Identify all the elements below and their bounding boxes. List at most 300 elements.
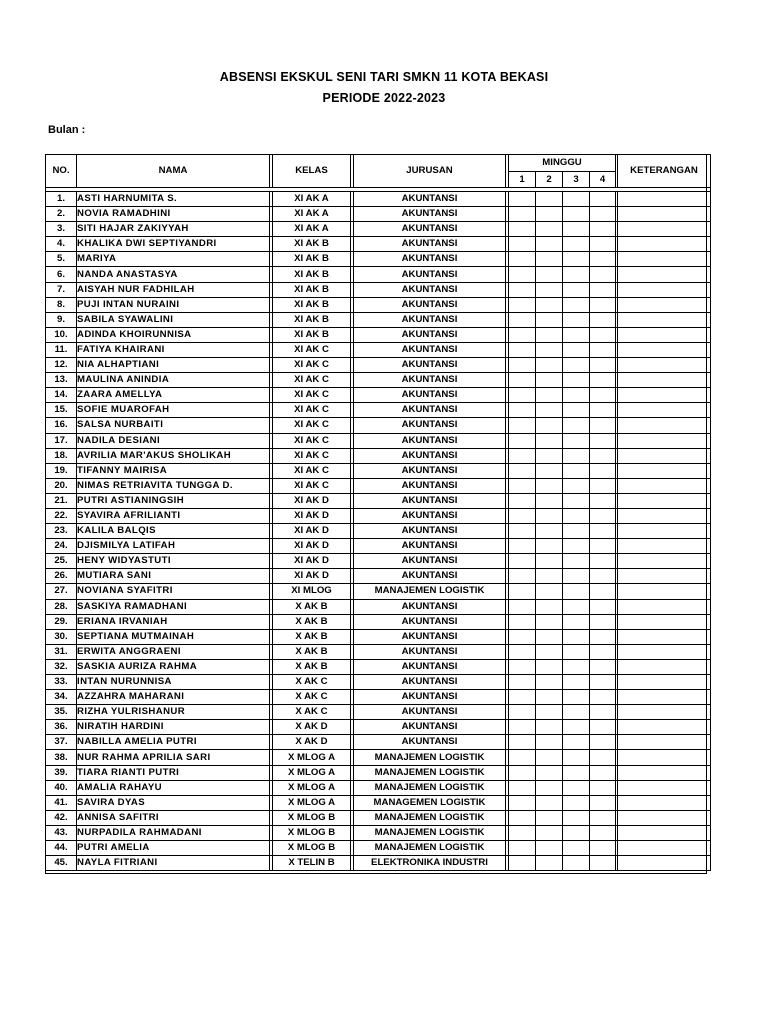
table-row [46,237,711,252]
week-3-cell [563,810,590,825]
week-4-cell [590,478,616,493]
table-row [46,358,711,373]
week-3-cell [563,795,590,810]
week-2-cell [536,825,563,840]
keterangan-cell [618,373,711,388]
week-1-cell [509,825,536,840]
student-major: AKUNTANSI [354,312,506,327]
week-2-cell [536,765,563,780]
week-3-cell [563,267,590,282]
keterangan-cell [618,629,711,644]
week-4-cell [590,765,616,780]
table-row [46,841,711,856]
week-3-cell [563,569,590,584]
week-1-cell [509,539,536,554]
row-number: 5. [46,252,77,267]
table-row [46,599,711,614]
student-name: PUTRI ASTIANINGSIH [77,493,270,508]
student-major: AKUNTANSI [354,237,506,252]
student-class: XI AK C [273,433,351,448]
row-number: 45. [46,856,77,871]
week-4-cell [590,327,616,342]
week-1-cell [509,342,536,357]
row-number: 4. [46,237,77,252]
student-class: XI AK B [273,297,351,312]
keterangan-cell [618,690,711,705]
week-1-cell [509,192,536,207]
week-1-cell [509,735,536,750]
student-name: NOVIANA SYAFITRI [77,584,270,599]
student-class: XI AK C [273,388,351,403]
week-4-cell [590,358,616,373]
table-row [46,312,711,327]
week-3-cell [563,448,590,463]
student-name: NIRATIH HARDINI [77,720,270,735]
week-2-cell [536,554,563,569]
table-row [46,675,711,690]
week-4-cell [590,675,616,690]
student-major: AKUNTANSI [354,614,506,629]
week-1-cell [509,765,536,780]
student-class: X AK B [273,629,351,644]
week-4-cell [590,192,616,207]
row-number: 33. [46,675,77,690]
week-1-cell [509,508,536,523]
col-header-week-4: 4 [590,172,616,188]
keterangan-cell [618,478,711,493]
row-number: 6. [46,267,77,282]
week-2-cell [536,659,563,674]
keterangan-cell [618,825,711,840]
row-number: 20. [46,478,77,493]
student-major: AKUNTANSI [354,478,506,493]
week-3-cell [563,433,590,448]
table-row [46,252,711,267]
col-header-week-2: 2 [536,172,563,188]
week-3-cell [563,478,590,493]
table-row [46,192,711,207]
week-3-cell [563,675,590,690]
week-3-cell [563,222,590,237]
week-2-cell [536,644,563,659]
week-3-cell [563,508,590,523]
student-name: SASKIYA RAMADHANI [77,599,270,614]
student-name: NURPADILA RAHMADANI [77,825,270,840]
week-2-cell [536,237,563,252]
student-name: AZZAHRA MAHARANI [77,690,270,705]
student-major: MANAJEMEN LOGISTIK [354,825,506,840]
week-2-cell [536,222,563,237]
student-name: PUTRI AMELIA [77,841,270,856]
student-major: AKUNTANSI [354,418,506,433]
table-body [46,192,711,871]
week-2-cell [536,418,563,433]
week-2-cell [536,614,563,629]
week-3-cell [563,720,590,735]
row-number: 27. [46,584,77,599]
student-class: XI MLOG [273,584,351,599]
student-class: XI AK A [273,192,351,207]
student-major: AKUNTANSI [354,342,506,357]
week-3-cell [563,659,590,674]
student-class: XI AK D [273,524,351,539]
student-major: AKUNTANSI [354,222,506,237]
student-name: NIMAS RETRIAVITA TUNGGA D. [77,478,270,493]
week-4-cell [590,418,616,433]
student-name: AVRILIA MAR'AKUS SHOLIKAH [77,448,270,463]
keterangan-cell [618,659,711,674]
week-2-cell [536,856,563,871]
col-header-kelas: KELAS [273,155,351,188]
week-1-cell [509,795,536,810]
table-row [46,584,711,599]
student-name: NOVIA RAMADHINI [77,207,270,222]
col-header-minggu: MINGGU [509,155,616,172]
week-2-cell [536,448,563,463]
keterangan-cell [618,750,711,765]
week-2-cell [536,795,563,810]
row-number: 26. [46,569,77,584]
student-major: AKUNTANSI [354,690,506,705]
week-4-cell [590,297,616,312]
week-1-cell [509,463,536,478]
keterangan-cell [618,192,711,207]
student-class: XI AK C [273,342,351,357]
week-2-cell [536,780,563,795]
week-2-cell [536,463,563,478]
week-4-cell [590,644,616,659]
period-subtitle: PERIODE 2022-2023 [322,91,446,105]
student-major: AKUNTANSI [354,659,506,674]
keterangan-cell [618,342,711,357]
student-class: XI AK D [273,569,351,584]
row-number: 40. [46,780,77,795]
row-number: 16. [46,418,77,433]
student-class: X MLOG A [273,750,351,765]
table-row [46,297,711,312]
week-3-cell [563,690,590,705]
row-number: 43. [46,825,77,840]
keterangan-cell [618,569,711,584]
week-1-cell [509,524,536,539]
student-major: AKUNTANSI [354,644,506,659]
week-1-cell [509,403,536,418]
student-class: XI AK D [273,539,351,554]
student-class: XI AK C [273,463,351,478]
table-row [46,207,711,222]
student-major: AKUNTANSI [354,192,506,207]
week-2-cell [536,478,563,493]
table-row [46,765,711,780]
keterangan-cell [618,554,711,569]
keterangan-cell [618,297,711,312]
student-major: MANAGEMEN LOGISTIK [354,795,506,810]
col-header-week-1: 1 [509,172,536,188]
keterangan-cell [618,539,711,554]
student-name: INTAN NURUNNISA [77,675,270,690]
row-number: 3. [46,222,77,237]
week-3-cell [563,705,590,720]
student-major: MANAJEMEN LOGISTIK [354,810,506,825]
keterangan-cell [618,312,711,327]
row-number: 17. [46,433,77,448]
student-class: X AK C [273,675,351,690]
student-name: DJISMILYA LATIFAH [77,539,270,554]
week-4-cell [590,569,616,584]
student-major: AKUNTANSI [354,448,506,463]
table-row [46,810,711,825]
row-number: 2. [46,207,77,222]
table-row [46,222,711,237]
week-4-cell [590,342,616,357]
week-3-cell [563,327,590,342]
week-1-cell [509,493,536,508]
keterangan-cell [618,765,711,780]
student-name: ASTI HARNUMITA S. [77,192,270,207]
keterangan-cell [618,614,711,629]
table-row [46,629,711,644]
week-4-cell [590,252,616,267]
table-row [46,327,711,342]
student-major: AKUNTANSI [354,433,506,448]
week-1-cell [509,267,536,282]
table-row [46,780,711,795]
student-name: NADILA DESIANI [77,433,270,448]
table-row [46,644,711,659]
student-class: X MLOG A [273,795,351,810]
keterangan-cell [618,418,711,433]
week-3-cell [563,358,590,373]
week-2-cell [536,569,563,584]
week-4-cell [590,795,616,810]
row-number: 11. [46,342,77,357]
week-3-cell [563,524,590,539]
student-major: AKUNTANSI [354,358,506,373]
week-1-cell [509,312,536,327]
table-row [46,614,711,629]
row-number: 31. [46,644,77,659]
student-class: XI AK B [273,327,351,342]
student-class: X MLOG A [273,780,351,795]
week-4-cell [590,554,616,569]
table-row [46,524,711,539]
week-1-cell [509,237,536,252]
week-2-cell [536,539,563,554]
student-name: TIFANNY MAIRISA [77,463,270,478]
week-3-cell [563,584,590,599]
student-class: XI AK B [273,267,351,282]
student-name: NABILLA AMELIA PUTRI [77,735,270,750]
week-4-cell [590,825,616,840]
student-major: AKUNTANSI [354,252,506,267]
student-class: XI AK D [273,493,351,508]
week-3-cell [563,614,590,629]
student-major: AKUNTANSI [354,524,506,539]
student-major: AKUNTANSI [354,629,506,644]
student-name: MARIYA [77,252,270,267]
row-number: 32. [46,659,77,674]
week-2-cell [536,342,563,357]
student-name: RIZHA YULRISHANUR [77,705,270,720]
keterangan-cell [618,327,711,342]
student-name: KHALIKA DWI SEPTIYANDRI [77,237,270,252]
student-class: XI AK D [273,554,351,569]
row-number: 41. [46,795,77,810]
student-name: SOFIE MUAROFAH [77,403,270,418]
table-row [46,478,711,493]
week-3-cell [563,342,590,357]
student-class: X AK B [273,614,351,629]
table-row [46,433,711,448]
week-1-cell [509,599,536,614]
student-name: SAVIRA DYAS [77,795,270,810]
student-class: X AK B [273,659,351,674]
row-number: 7. [46,282,77,297]
week-3-cell [563,282,590,297]
week-1-cell [509,644,536,659]
week-2-cell [536,493,563,508]
week-4-cell [590,705,616,720]
week-1-cell [509,207,536,222]
week-4-cell [590,659,616,674]
student-class: XI AK C [273,418,351,433]
row-number: 44. [46,841,77,856]
row-number: 10. [46,327,77,342]
week-2-cell [536,388,563,403]
table-row [46,448,711,463]
student-class: X AK D [273,735,351,750]
keterangan-cell [618,388,711,403]
week-2-cell [536,358,563,373]
keterangan-cell [618,508,711,523]
table-row [46,463,711,478]
student-name: NANDA ANASTASYA [77,267,270,282]
table-row [46,705,711,720]
keterangan-cell [618,358,711,373]
week-2-cell [536,841,563,856]
table-row [46,825,711,840]
week-1-cell [509,750,536,765]
keterangan-cell [618,463,711,478]
col-header-jurusan: JURUSAN [354,155,506,188]
student-major: AKUNTANSI [354,327,506,342]
week-2-cell [536,297,563,312]
row-number: 1. [46,192,77,207]
row-number: 14. [46,388,77,403]
week-4-cell [590,629,616,644]
week-1-cell [509,705,536,720]
student-name: SITI HAJAR ZAKIYYAH [77,222,270,237]
row-number: 21. [46,493,77,508]
week-4-cell [590,493,616,508]
keterangan-cell [618,644,711,659]
week-1-cell [509,659,536,674]
page-title: ABSENSI EKSKUL SENI TARI SMKN 11 KOTA BEKASI [219,70,549,84]
keterangan-cell [618,448,711,463]
table-row [46,856,711,871]
table-row [46,418,711,433]
table-row [46,373,711,388]
table-row [46,403,711,418]
week-3-cell [563,192,590,207]
table-row [46,795,711,810]
table-row [46,267,711,282]
student-class: XI AK B [273,252,351,267]
student-class: XI AK B [273,282,351,297]
week-1-cell [509,433,536,448]
week-3-cell [563,825,590,840]
row-number: 13. [46,373,77,388]
table-row [46,554,711,569]
week-3-cell [563,418,590,433]
week-4-cell [590,312,616,327]
week-1-cell [509,856,536,871]
week-3-cell [563,765,590,780]
col-header-week-3: 3 [563,172,590,188]
student-major: MANAJEMEN LOGISTIK [354,780,506,795]
student-name: ADINDA KHOIRUNNISA [77,327,270,342]
week-3-cell [563,463,590,478]
student-class: XI AK A [273,207,351,222]
keterangan-cell [618,267,711,282]
week-1-cell [509,373,536,388]
week-4-cell [590,780,616,795]
week-1-cell [509,810,536,825]
student-name: KALILA BALQIS [77,524,270,539]
week-2-cell [536,524,563,539]
week-2-cell [536,810,563,825]
table-row [46,569,711,584]
week-3-cell [563,554,590,569]
student-name: ZAARA AMELLYA [77,388,270,403]
week-2-cell [536,750,563,765]
week-4-cell [590,690,616,705]
week-3-cell [563,388,590,403]
week-2-cell [536,720,563,735]
table-row [46,539,711,554]
student-major: ELEKTRONIKA INDUSTRI [354,856,506,871]
row-number: 8. [46,297,77,312]
student-class: X MLOG B [273,810,351,825]
student-class: X MLOG A [273,765,351,780]
student-major: AKUNTANSI [354,282,506,297]
table-row [46,750,711,765]
student-class: XI AK C [273,373,351,388]
student-class: X MLOG B [273,825,351,840]
row-number: 35. [46,705,77,720]
week-3-cell [563,252,590,267]
student-major: MANAJEMEN LOGISTIK [354,841,506,856]
student-major: AKUNTANSI [354,388,506,403]
student-major: AKUNTANSI [354,373,506,388]
keterangan-cell [618,207,711,222]
student-major: AKUNTANSI [354,207,506,222]
student-name: TIARA RIANTI PUTRI [77,765,270,780]
table-row [46,720,711,735]
student-name: AISYAH NUR FADHILAH [77,282,270,297]
week-4-cell [590,508,616,523]
row-number: 29. [46,614,77,629]
student-major: MANAJEMEN LOGISTIK [354,584,506,599]
student-major: AKUNTANSI [354,267,506,282]
week-4-cell [590,463,616,478]
keterangan-cell [618,282,711,297]
student-name: PUJI INTAN NURAINI [77,297,270,312]
week-4-cell [590,539,616,554]
student-major: MANAJEMEN LOGISTIK [354,750,506,765]
student-major: AKUNTANSI [354,539,506,554]
student-name: MUTIARA SANI [77,569,270,584]
